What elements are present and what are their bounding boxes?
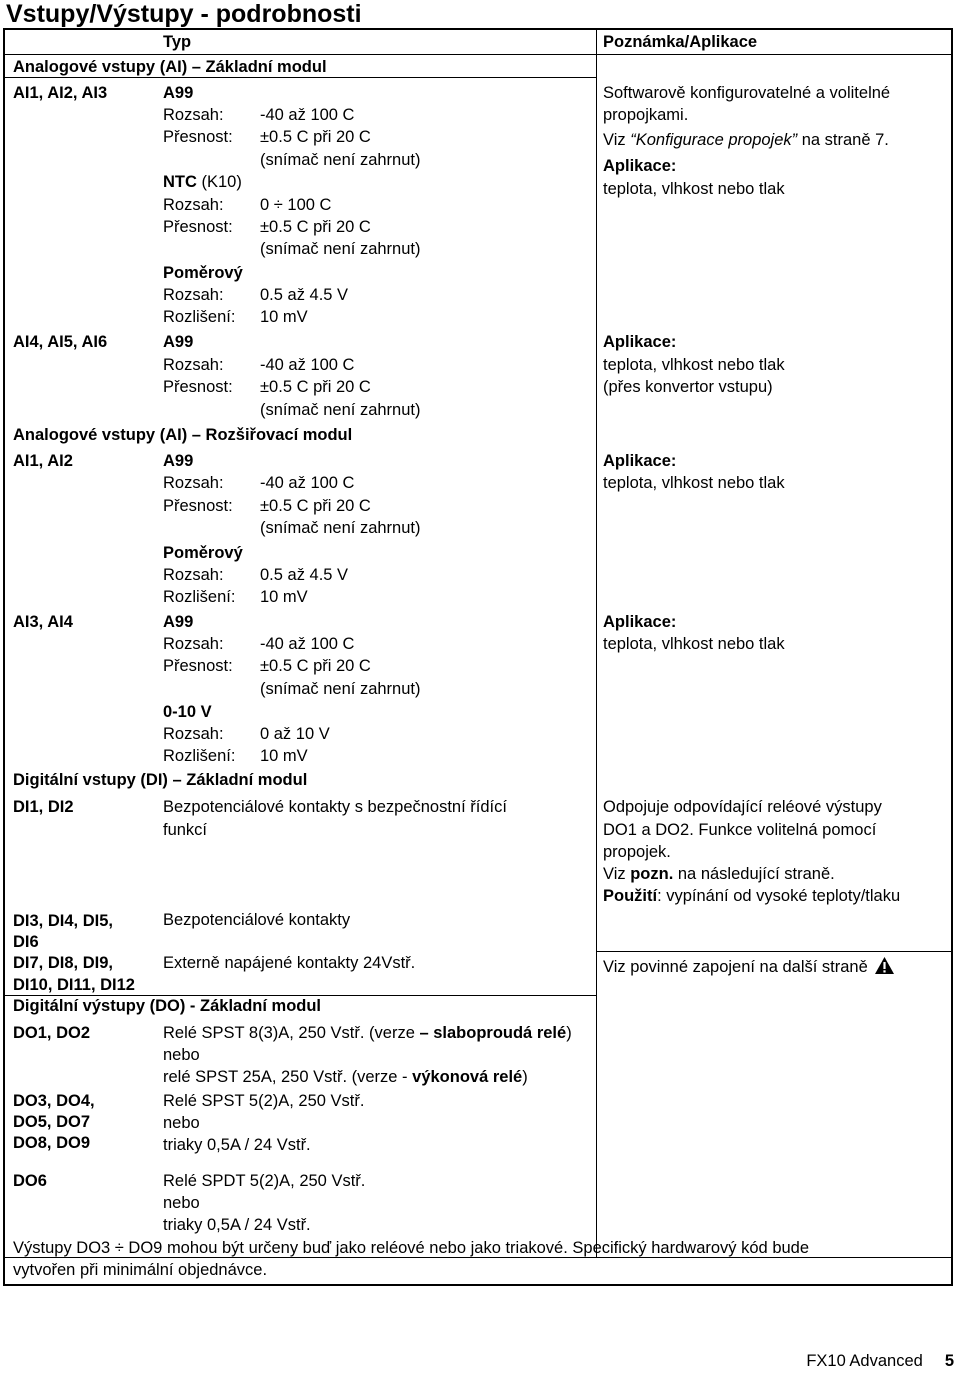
note-application: teplota, vlhkost nebo tlak — [603, 180, 785, 198]
do-row3-ids: DO6 — [13, 1172, 47, 1190]
page-footer — [806, 1352, 954, 1371]
di-usage-text: : vypínání od vysoké teploty/tlaku — [657, 887, 901, 905]
note-ref-suffix: na straně 7. — [797, 131, 889, 149]
do-row1-close: ) — [566, 1024, 572, 1042]
label-rozliseni: Rozlišení: — [163, 747, 236, 765]
footer-page-number: 5 — [944, 1352, 954, 1370]
value-no-sensor: (snímač není zahrnut) — [260, 151, 421, 169]
label-rozliseni: Rozlišení: — [163, 308, 236, 326]
value-accuracy: ±0.5 C při 20 C — [260, 378, 371, 396]
label-presnost: Přesnost: — [163, 378, 233, 396]
value-range: -40 až 100 C — [260, 356, 355, 374]
header-divider — [5, 54, 951, 55]
di-ref-prefix: Viz — [603, 865, 631, 883]
do-row2-line: Relé SPST 5(2)A, 250 Vstř. — [163, 1092, 365, 1110]
value-range: -40 až 100 C — [260, 474, 355, 492]
note-application: (přes konvertor vstupu) — [603, 378, 773, 396]
di-row1-note: propojek. — [603, 843, 671, 861]
do-row1-bold: – slaboproudá relé — [419, 1024, 567, 1042]
label-nebo: nebo — [163, 1194, 200, 1212]
do-row2-line: triaky 0,5A / 24 Vstř. — [163, 1136, 311, 1154]
value-accuracy: ±0.5 C při 20 C — [260, 218, 371, 236]
page-title: Vstupy/Výstupy - podrobnosti — [6, 0, 362, 28]
label-rozliseni: Rozlišení: — [163, 588, 236, 606]
footer-product: FX10 Advanced — [806, 1352, 923, 1370]
label-presnost: Přesnost: — [163, 497, 233, 515]
di-row3-ids: DI10, DI11, DI12 — [13, 976, 135, 994]
value-range: -40 až 100 C — [260, 635, 355, 653]
label-rozsah: Rozsah: — [163, 286, 224, 304]
value-range: 0.5 až 4.5 V — [260, 286, 349, 304]
di-row1-type: funkcí — [163, 821, 208, 839]
do-row1-line — [163, 1022, 572, 1044]
note-application: teplota, vlhkost nebo tlak — [603, 356, 785, 374]
section-do-base: Digitální výstupy (DO) - Základní modul — [13, 997, 322, 1015]
section-ai-ext: Analogové vstupy (AI) – Rozšiřovací modul — [13, 426, 353, 444]
di-ref-suffix: na následující straně. — [673, 865, 835, 883]
note-line: propojkami. — [603, 106, 689, 124]
value-accuracy: ±0.5 C při 20 C — [260, 497, 371, 515]
ai-ext-row1-ids: AI1, AI2 — [13, 452, 73, 470]
column-divider — [596, 30, 597, 1257]
di-row1-note-ref — [603, 863, 835, 885]
di-row1-type: Bezpotenciálové kontakty s bezpečnostní řídící — [163, 798, 507, 816]
do-row1-line — [163, 1066, 528, 1088]
ai-base-row1-ids: AI1, AI2, AI3 — [13, 84, 108, 102]
di-row2-type: Bezpotenciálové kontakty — [163, 911, 351, 929]
label-presnost: Přesnost: — [163, 657, 233, 675]
di-row3-type: Externě napájené kontakty 24Vstř. — [163, 954, 416, 972]
note-application: teplota, vlhkost nebo tlak — [603, 635, 785, 653]
note-ref-link: “Konfigurace propojek” — [630, 131, 798, 149]
di-row3-note-text: Viz povinné zapojení na další straně — [603, 958, 868, 976]
di-row3-ids: DI7, DI8, DI9, — [13, 954, 113, 972]
note-ref-prefix: Viz — [603, 131, 631, 149]
type-a99: A99 — [163, 84, 194, 102]
di-ref-bold: pozn. — [630, 865, 674, 883]
value-accuracy: ±0.5 C při 20 C — [260, 657, 371, 675]
value-accuracy: ±0.5 C při 20 C — [260, 128, 371, 146]
label-nebo: nebo — [163, 1046, 200, 1064]
di-row1-note: DO1 a DO2. Funkce volitelná pomocí — [603, 821, 877, 839]
label-presnost: Přesnost: — [163, 128, 233, 146]
header-note: Poznámka/Aplikace — [603, 33, 758, 51]
footnote: vytvořen při minimální objednávce. — [13, 1261, 268, 1279]
io-details-table — [3, 28, 953, 1286]
warning-icon — [874, 956, 895, 975]
label-rozsah: Rozsah: — [163, 356, 224, 374]
do-row1-ids: DO1, DO2 — [13, 1024, 91, 1042]
value-resolution: 10 mV — [260, 308, 308, 326]
footnote: Výstupy DO3 ÷ DO9 mohou být určeny buď jako reléové nebo jako triakové. Specifický hardwarový kód bude — [13, 1239, 810, 1257]
label-rozsah: Rozsah: — [163, 196, 224, 214]
value-range: 0.5 až 4.5 V — [260, 566, 349, 584]
value-resolution: 10 mV — [260, 588, 308, 606]
do-row1-bold: výkonová relé — [412, 1068, 523, 1086]
label-nebo: nebo — [163, 1114, 200, 1132]
di-row1-ids: DI1, DI2 — [13, 798, 74, 816]
ai-base-row2-ids: AI4, AI5, AI6 — [13, 333, 108, 351]
type-a99: A99 — [163, 452, 194, 470]
value-range: -40 až 100 C — [260, 106, 355, 124]
value-no-sensor: (snímač není zahrnut) — [260, 240, 421, 258]
note-application: teplota, vlhkost nebo tlak — [603, 474, 785, 492]
do-row1-text: Relé SPST 8(3)A, 250 Vstř. (verze — [163, 1024, 420, 1042]
do-row2-ids: DO5, DO7 — [13, 1113, 91, 1131]
ai-ext-row2-ids: AI3, AI4 — [13, 613, 73, 631]
value-no-sensor: (snímač není zahrnut) — [260, 401, 421, 419]
di-row2-ids: DI3, DI4, DI5, — [13, 912, 113, 930]
value-range: 0 ÷ 100 C — [260, 196, 332, 214]
type-pomerovy: Poměrový — [163, 544, 243, 562]
label-presnost: Přesnost: — [163, 218, 233, 236]
do-row2-ids: DO3, DO4, — [13, 1092, 95, 1110]
label-rozsah: Rozsah: — [163, 106, 224, 124]
type-0-10v: 0-10 V — [163, 703, 212, 721]
type-pomerovy: Poměrový — [163, 264, 243, 282]
label-rozsah: Rozsah: — [163, 566, 224, 584]
di-row3-note — [603, 956, 895, 978]
type-ntc — [163, 171, 242, 193]
value-no-sensor: (snímač není zahrnut) — [260, 519, 421, 537]
value-no-sensor: (snímač není zahrnut) — [260, 680, 421, 698]
note-reference — [603, 129, 889, 151]
di-row2-ids: DI6 — [13, 933, 39, 951]
section-di-base: Digitální vstupy (DI) – Základní modul — [13, 771, 308, 789]
label-aplikace: Aplikace: — [603, 452, 677, 470]
label-rozsah: Rozsah: — [163, 635, 224, 653]
do-row3-line: Relé SPDT 5(2)A, 250 Vstř. — [163, 1172, 366, 1190]
di-row1-note: Odpojuje odpovídající reléové výstupy — [603, 798, 882, 816]
label-aplikace: Aplikace: — [603, 157, 677, 175]
label-rozsah: Rozsah: — [163, 725, 224, 743]
value-range: 0 až 10 V — [260, 725, 330, 743]
note-line: Softwarově konfigurovatelné a volitelné — [603, 84, 891, 102]
do-row1-close: ) — [522, 1068, 528, 1086]
type-a99: A99 — [163, 333, 194, 351]
section-ai-base: Analogové vstupy (AI) – Základní modul — [13, 58, 327, 76]
label-aplikace: Aplikace: — [603, 613, 677, 631]
di-divider — [596, 951, 951, 952]
label-aplikace: Aplikace: — [603, 333, 677, 351]
header-type: Typ — [163, 33, 192, 51]
type-ntc-name: NTC — [163, 173, 197, 191]
type-ntc-suffix: (K10) — [196, 173, 242, 191]
di-row1-note-usage — [603, 885, 900, 907]
type-a99: A99 — [163, 613, 194, 631]
do-row1-text: relé SPST 25A, 250 Vstř. (verze - — [163, 1068, 413, 1086]
di-usage-label: Použití — [603, 887, 658, 905]
do-row3-line: triaky 0,5A / 24 Vstř. — [163, 1216, 311, 1234]
label-rozsah: Rozsah: — [163, 474, 224, 492]
do-row2-ids: DO8, DO9 — [13, 1134, 91, 1152]
value-resolution: 10 mV — [260, 747, 308, 765]
